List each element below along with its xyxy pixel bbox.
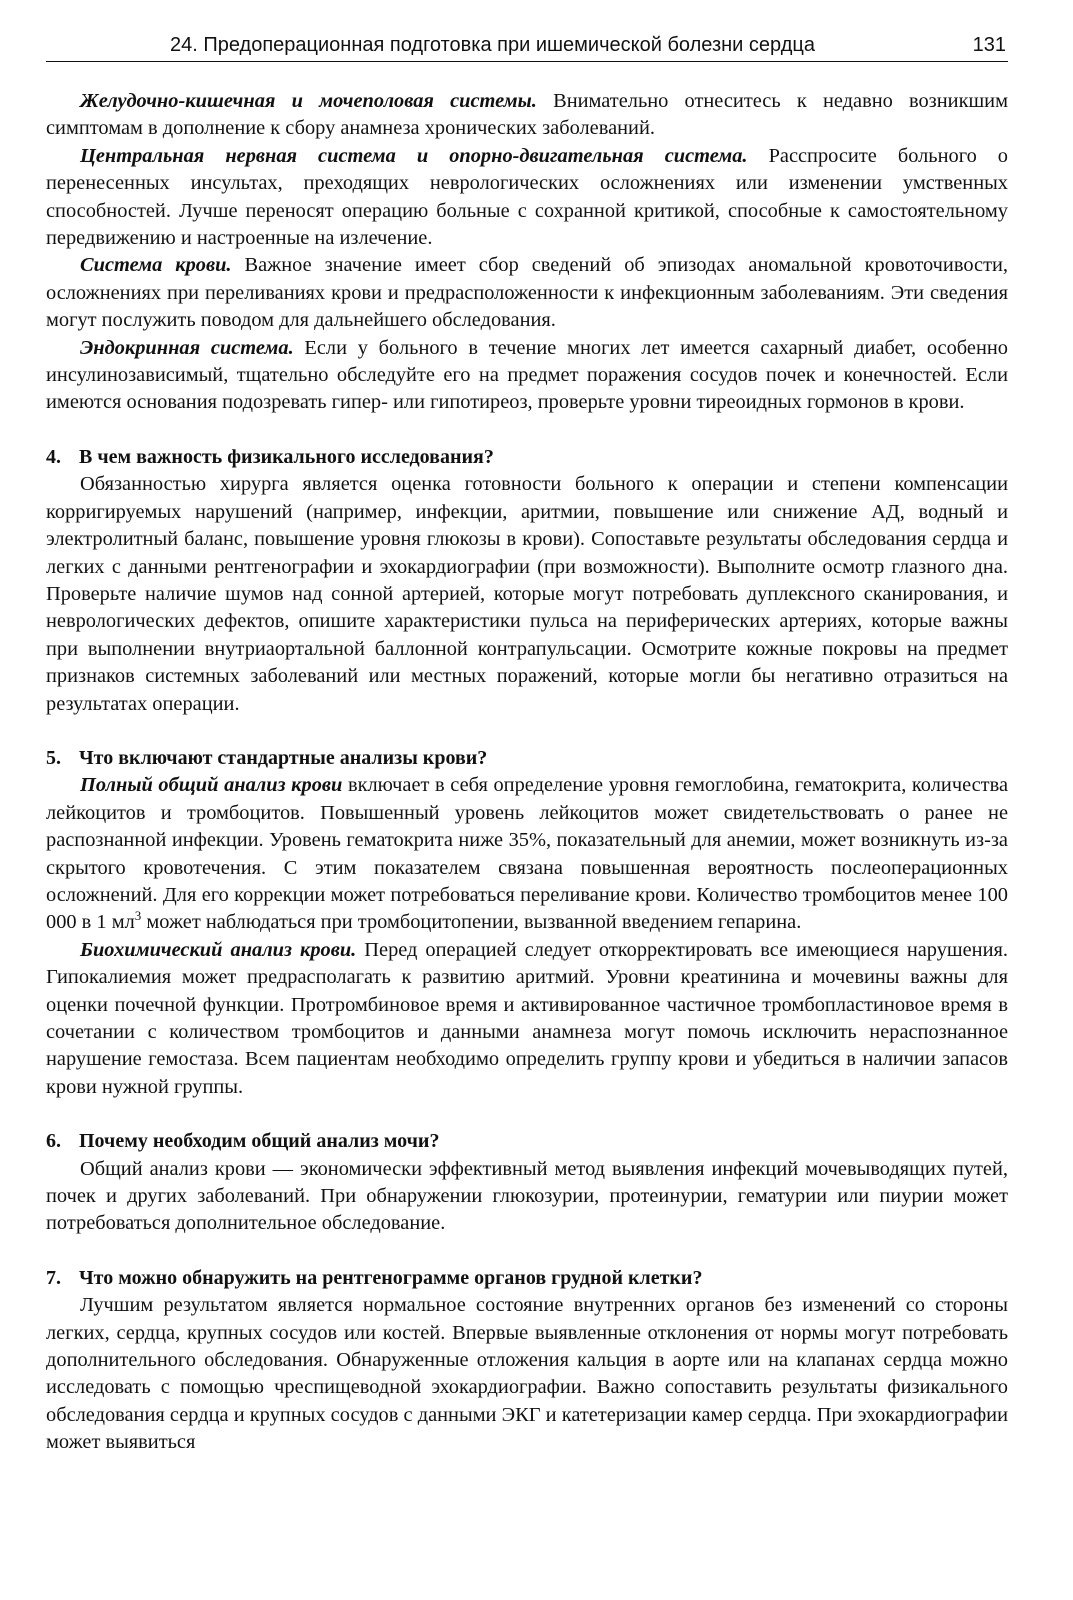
question-heading-7 — [46, 1265, 1008, 1292]
paragraph-endocrine — [46, 335, 1008, 417]
paragraph-gi-gu — [46, 88, 1008, 143]
answer-paragraph-4: Обязанностью хирурга является оценка готовности больного к операции и степени компенсации корригируемых нарушений (например, инфекции, аритмии, повышение или снижение АД, водный и электролитный баланс, повышение уровня глюкозы в крови). Сопоставьте результаты обследования сердца и легких с данными рентгенографии и эхокардиографии (при возможности). Выполните осмотр глазного дна. Проверьте наличие шумов над сонной артерией, которые могут потребовать дуплексного сканирования, и неврологических дефектов, опишите характеристики пульса на периферических артериях, которые важны при выполнении внутриаортальной баллонной контрапульсации. Осмотрите кожные покровы на предмет признаков системных заболеваний или местных поражений, которые могли бы негативно отразиться на результатах операции. — [46, 473, 1008, 715]
question-heading-4 — [46, 444, 1008, 471]
page-content — [46, 88, 1008, 1457]
superscript: 3 — [134, 908, 142, 924]
question-heading-6 — [46, 1128, 1008, 1155]
paragraph-text: Расспросите больного о перенесенных инсультах, преходящих неврологических осложнениях или изменении умственных способностей. Лучше переносят операцию больные с сохранной критикой, способные к самостоятельному передвижению и настроенные на излечение. — [46, 144, 1008, 250]
question-text: Что можно обнаружить на рентгенограмме органов грудной клетки? — [79, 1266, 703, 1289]
question-number: 7. — [46, 1266, 61, 1289]
question-number: 5. — [46, 746, 61, 769]
question-heading-5 — [46, 745, 1008, 772]
paragraph-text: Внимательно отнеситесь к недавно возникшим симптомам в дополнение к сбору анамнеза хронических заболеваний. — [46, 90, 1008, 140]
chapter-title: 24. Предоперационная подготовка при ишемической болезни сердца — [170, 34, 815, 56]
paragraph-text: может наблюдаться при тромбоцитопении, вызванной введением гепарина. — [141, 911, 802, 934]
book-page — [46, 32, 1008, 1572]
paragraph-lead: Эндокринная система. — [80, 336, 294, 359]
paragraph-cns — [46, 143, 1008, 253]
paragraph-lead: Полный общий анализ крови — [80, 774, 343, 797]
answer-paragraph-cbc — [46, 772, 1008, 936]
question-text: Почему необходим общий анализ мочи? — [79, 1130, 440, 1153]
question-number: 6. — [46, 1130, 61, 1153]
running-head — [46, 32, 1008, 62]
paragraph-text: включает в себя определение уровня гемоглобина, гематокрита, количества лейкоцитов и тромбоцитов. Повышенный уровень лейкоцитов может свидетельствовать о ранее не распознанной инфекции. Уровень гематокрита ниже 35%, показательный для анемии, может возникнуть из-за скрытого кровотечения. С этим показателем связана повышенная вероятность послеоперационных осложнений. Для его коррекции может потребоваться переливание крови. Количество тромбоцитов менее 100 000 в 1 мл — [46, 774, 1009, 934]
question-number: 4. — [46, 445, 61, 468]
paragraph-text: Важное значение имеет сбор сведений об эпизодах аномальной кровоточивости, осложнениях при переливаниях крови и предрасположенности к инфекционным заболеваниям. Эти сведения могут послужить поводом для дальнейшего обследования. — [46, 254, 1008, 332]
paragraph-blood-system — [46, 252, 1008, 334]
paragraph-text: Если у больного в течение многих лет имеется сахарный диабет, особенно инсулинозависимый, тщательно обследуйте его на предмет поражения сосудов почек и конечностей. Если имеются основания подозревать гипер- или гипотиреоз, проверьте уровни тиреоидных гормонов в крови. — [46, 336, 1008, 414]
paragraph-lead: Центральная нервная система и опорно-двигательная система. — [80, 144, 748, 167]
paragraph-lead: Биохимический анализ крови. — [80, 938, 357, 961]
paragraph-lead: Система крови. — [80, 254, 232, 277]
paragraph-lead: Желудочно-кишечная и мочеполовая системы. — [80, 90, 537, 112]
paragraph-text: Перед операцией следует откорректировать все имеющиеся нарушения. Гипокалиемия может предрасполагать к развитию аритмий. Уровни креатинина и мочевины важны для оценки почечной функции. Протромбиновое время и активированное частичное тромбопластиновое время в сочетании с количеством тромбоцитов и данными анамнеза могут помочь исключить нераспознанное нарушение гемостаза. Всем пациентам необходимо определить группу крови и убедиться в наличии запасов крови нужной группы. — [46, 938, 1008, 1098]
answer-paragraph-7: Лучшим результатом является нормальное состояние внутренних органов без изменений со стороны легких, сердца, крупных сосудов или костей. Впервые выявленные отклонения от нормы могут потребовать дополнительного обследования. Обнаруженные отложения кальция в аорте или на клапанах сердца можно исследовать с помощью чреспищеводной эхокардиографии. Важно сопоставить результаты физикального обследования сердца и крупных сосудов с данными ЭКГ и катетеризации камер сердца. При эхокардиографии может выявиться — [46, 1294, 1008, 1454]
page-number: 131 — [972, 34, 1006, 56]
question-text: Что включают стандартные анализы крови? — [79, 746, 488, 769]
answer-paragraph-6: Общий анализ крови — экономически эффективный метод выявления инфекций мочевыводящих путей, почек и других заболеваний. При обнаружении глюкозурии, протеинурии, гематурии или пиурии может потребоваться дополнительное обследование. — [46, 1157, 1008, 1235]
question-text: В чем важность физикального исследования? — [79, 445, 494, 468]
answer-paragraph-biochem — [46, 937, 1008, 1101]
